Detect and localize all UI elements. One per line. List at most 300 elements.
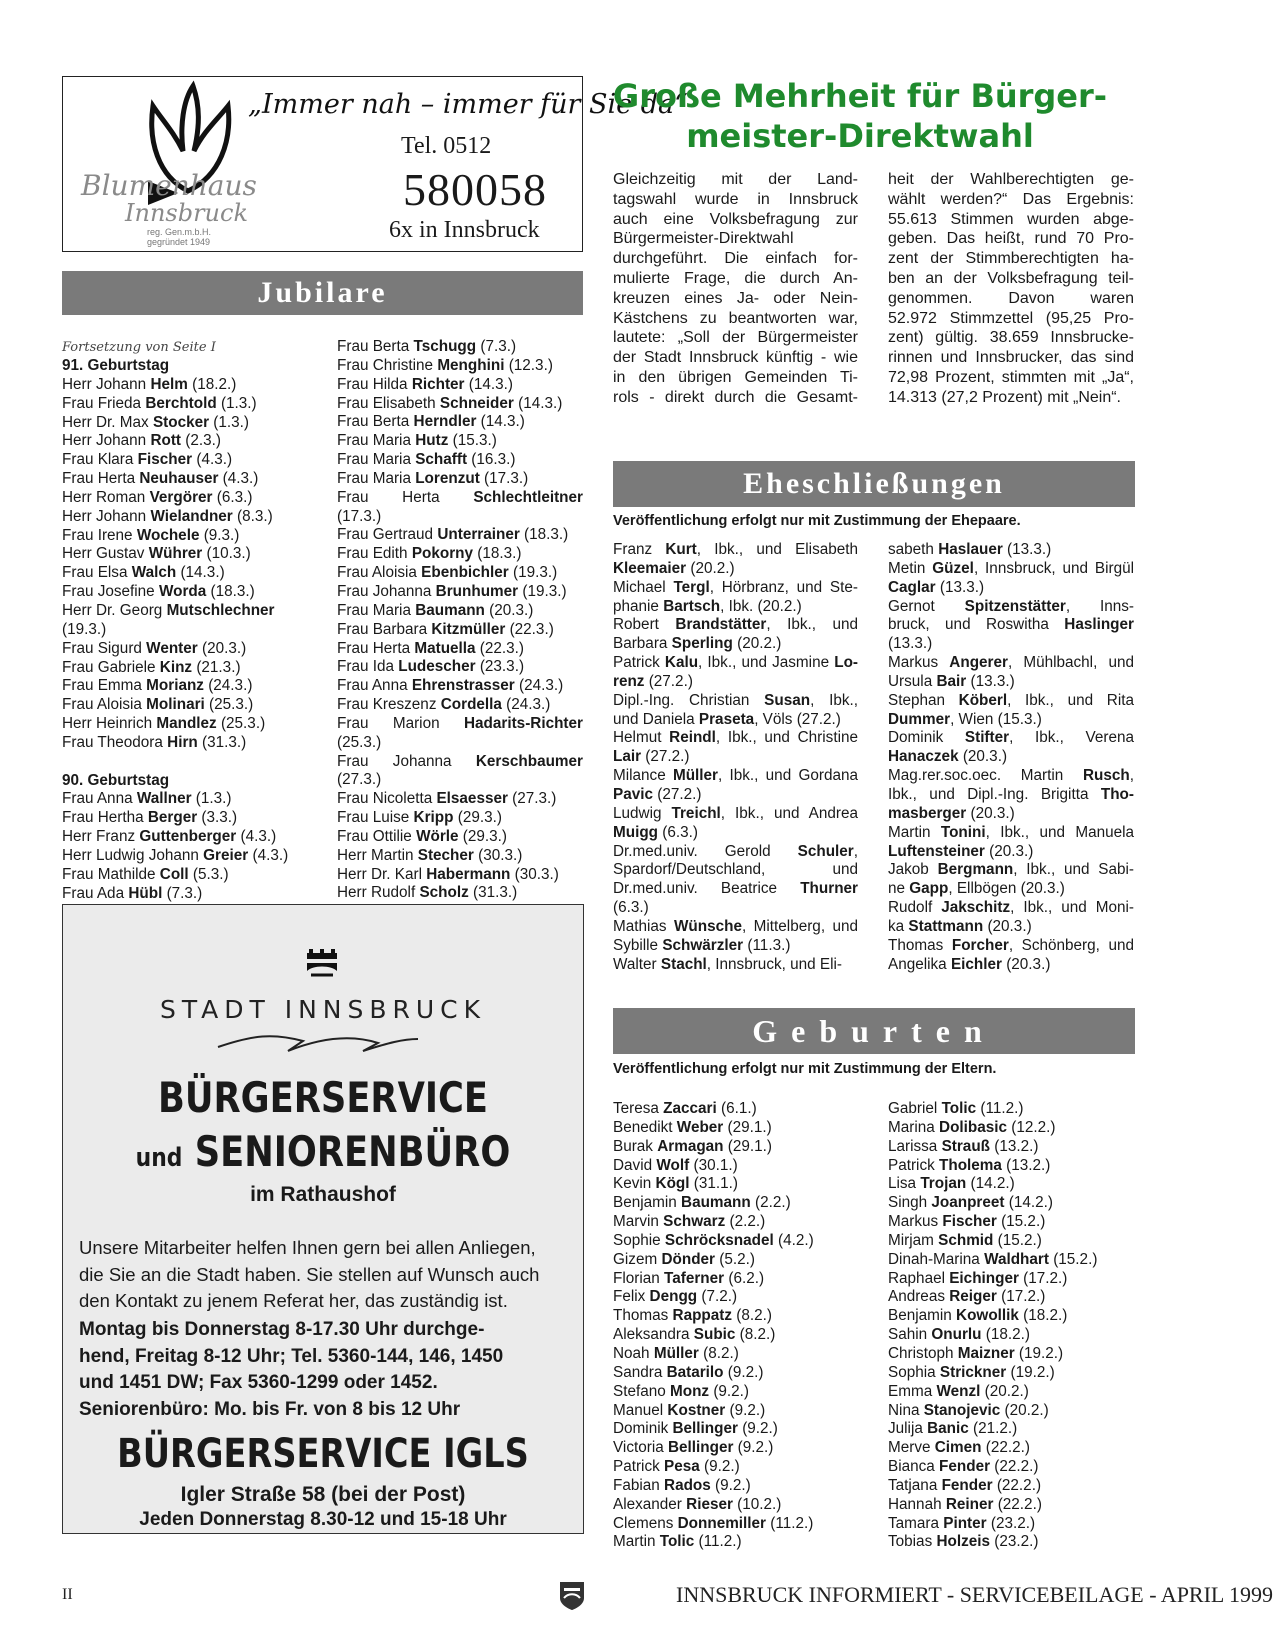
text-run: Michael	[613, 578, 674, 596]
text-run: Herr Gustav	[62, 545, 149, 563]
text-run: ,	[1129, 767, 1134, 785]
text-run: (25.3.)	[216, 715, 266, 733]
list-item	[613, 692, 858, 711]
text-run: (18.2.)	[1018, 1307, 1068, 1325]
text-line: zent der Stimmberechtigten ha-	[888, 250, 1134, 268]
text-run: (14.3.)	[176, 564, 225, 582]
text-run: , Ibk., und Gordana	[718, 767, 858, 785]
text-run: Markus	[888, 654, 950, 672]
ad-reg-line2: gegründet 1949	[147, 237, 211, 247]
list-item	[888, 1515, 1134, 1534]
name-bold: Ehrenstrasser	[411, 677, 515, 695]
text-run: (6.3.)	[212, 488, 253, 506]
name-bold: Luftensteiner	[888, 842, 985, 860]
text-run: (12.3.)	[504, 356, 553, 374]
text-run: Frau Hertha	[62, 809, 148, 827]
text-run: David	[613, 1156, 657, 1174]
text-run: Helmut	[613, 729, 670, 747]
text-run: Angelika	[888, 955, 951, 973]
text-run: Dominik	[613, 1420, 673, 1438]
name-bold: Wielandner	[150, 507, 233, 525]
text-line: rinnen und Innsbrucker, das sind	[888, 349, 1134, 367]
text-run: (7.3.)	[162, 884, 203, 902]
name-bold: Wörle	[416, 827, 459, 845]
name-bold: Baumann	[681, 1194, 751, 1212]
list-item	[613, 1307, 858, 1326]
list-item	[613, 673, 858, 692]
name-bold: Angerer	[949, 654, 1008, 672]
list-item	[62, 790, 312, 809]
list-item	[613, 1515, 858, 1534]
text-run: Gizem	[613, 1250, 662, 1268]
text-run: (31.1.)	[689, 1175, 738, 1193]
list-item	[888, 560, 1134, 579]
list-item	[337, 413, 583, 432]
list-item	[613, 918, 858, 937]
list-item	[888, 843, 1134, 862]
name-bold: Stanojevic	[923, 1401, 1001, 1419]
text-line: Gleichzeitig mit der Land-	[613, 171, 858, 188]
text-run: (10.3.)	[202, 545, 251, 563]
name-bold: Bellinger	[672, 1420, 738, 1438]
text-run: (17.3.)	[337, 507, 382, 525]
text-run: Dr.med.univ. Gerold	[613, 842, 798, 860]
text-run: Burak	[613, 1137, 658, 1155]
name-bold: Pesa	[664, 1458, 700, 1476]
list-item	[613, 956, 858, 975]
text-run: Herr Roman	[62, 488, 150, 506]
name-bold: Dengg	[649, 1288, 698, 1306]
list-item	[613, 1402, 858, 1421]
name-bold: Strauß	[941, 1137, 991, 1155]
text-run: sabeth	[888, 541, 939, 558]
text-run: Frau Barbara	[337, 620, 432, 638]
name-bold: Matuella	[414, 639, 476, 657]
text-run: (13.3.)	[1002, 541, 1052, 558]
article-column-2	[888, 170, 1134, 408]
text-run: Frau Edith	[337, 545, 412, 563]
text-run: (19.2.)	[1014, 1344, 1064, 1362]
text-run: (6.3.)	[658, 823, 698, 841]
name-bold: Ludescher	[398, 658, 476, 676]
name-bold: Armagan	[657, 1137, 724, 1155]
list-item	[337, 489, 583, 508]
list-item	[613, 1213, 858, 1232]
list-item	[888, 880, 1134, 899]
text-run: (18.3.)	[206, 583, 255, 601]
list-item	[613, 711, 858, 730]
name-bold: Subic	[693, 1326, 736, 1344]
text-run: Julija	[888, 1420, 928, 1438]
text-line: 72,98 Prozent, stimmten mit „Ja“,	[888, 368, 1134, 386]
text-run: (6.3.)	[613, 899, 649, 917]
text-run: , Ibk., und Manuela	[985, 823, 1135, 841]
name-bold: Rappatz	[672, 1307, 733, 1325]
name-bold: Reiger	[949, 1288, 997, 1306]
text-run: (11.3.)	[743, 936, 791, 954]
text-run: (19.3.)	[508, 564, 558, 582]
list-item	[62, 508, 312, 527]
list-item	[888, 1270, 1134, 1289]
list-item	[613, 616, 858, 635]
name-bold: Schneider	[439, 394, 514, 412]
text-line: genommen. Davon waren	[888, 289, 1134, 307]
name-bold: Muigg	[613, 823, 659, 841]
list-item	[888, 1157, 1134, 1176]
text-run: Frau Christine	[337, 356, 438, 374]
text-run: Tobias	[888, 1533, 937, 1551]
list-item	[888, 1439, 1134, 1458]
list-item	[337, 734, 583, 753]
text-run: Herr Ludwig Johann	[62, 846, 204, 864]
text-run: Frau Aloisia	[337, 564, 422, 582]
name-bold: Lair	[613, 748, 642, 766]
text-line: zent) gültig. 38.659 Innsbrucke-	[888, 329, 1134, 347]
text-run: ka	[888, 917, 909, 935]
text-run: Frau Herta	[337, 488, 474, 506]
text-line: durchgeführt. Die einfach for-	[613, 250, 858, 268]
name-bold: Cimen	[934, 1439, 982, 1457]
text-run: (20.3.)	[1001, 955, 1051, 973]
text-run: (13.3.)	[888, 635, 933, 653]
ad-slogan: „Immer nah – immer für Sie da“	[248, 89, 688, 120]
text-line: mulierte Frage, die durch An-	[613, 269, 858, 287]
name-bold: Kowollik	[956, 1307, 1019, 1325]
list-item	[888, 1496, 1134, 1515]
name-bold: Tolic	[941, 1100, 977, 1117]
name-bold: Eichinger	[949, 1269, 1019, 1287]
list-item	[337, 790, 583, 809]
name-bold: Tholema	[939, 1156, 1002, 1174]
text-run: (21.2.)	[968, 1420, 1018, 1438]
text-run: Frau Irene	[62, 526, 137, 544]
text-run: (8.2.)	[698, 1344, 739, 1362]
text-run: Martin	[613, 1533, 660, 1551]
list-item	[888, 729, 1134, 748]
text-run: Tamara	[888, 1514, 944, 1532]
name-bold: Rados	[664, 1476, 711, 1494]
name-bold: Gapp	[909, 880, 949, 898]
name-bold: renz	[613, 672, 645, 690]
name-bold: Kinz	[159, 658, 193, 676]
list-item	[62, 677, 312, 696]
name-bold: Neuhauser	[139, 470, 219, 488]
list-item	[337, 376, 583, 395]
text-run: (31.3.)	[197, 733, 247, 751]
list-item	[888, 1119, 1134, 1138]
list-item	[62, 715, 312, 734]
name-bold: Dummer	[888, 710, 951, 728]
marriages-column-1	[613, 541, 858, 974]
list-item	[888, 1326, 1134, 1345]
ad-phone-number: 580058	[403, 164, 547, 215]
text-run: (30.1.)	[689, 1156, 738, 1174]
text-run: Frau Luise	[337, 809, 414, 827]
list-item	[613, 786, 858, 805]
inn-river-wave-icon	[213, 1027, 423, 1057]
list-item	[888, 1458, 1134, 1477]
name-bold: Kerschbaumer	[475, 752, 583, 770]
name-bold: Baumann	[415, 601, 485, 619]
text-run: Frau Emma	[62, 677, 147, 695]
list-item	[62, 527, 312, 546]
list-item	[888, 899, 1134, 918]
name-bold: Joanpreet	[931, 1194, 1005, 1212]
ad-reg-line1: reg. Gen.m.b.H.	[147, 227, 212, 237]
text-line: Montag bis Donnerstag 8-17.30 Uhr durchge-	[79, 1319, 485, 1340]
text-run: Hannah	[888, 1495, 946, 1513]
text-run: , Ibk. (20.2.)	[720, 597, 802, 615]
name-bold: Donnemiller	[677, 1514, 767, 1532]
text-run: , Ibk.,	[810, 691, 859, 709]
marriages-section-bar: Eheschließungen	[613, 461, 1135, 507]
name-bold: Zaccari	[663, 1100, 717, 1117]
name-bold: Güzel	[932, 559, 974, 577]
name-bold: Onurlu	[931, 1326, 982, 1344]
text-line: kreuzen eines Ja- oder Nein-	[613, 289, 858, 307]
text-run: Gabriel	[888, 1100, 942, 1117]
list-item	[613, 1364, 858, 1383]
text-run: ,	[853, 842, 858, 860]
text-line: tagswahl wurde in Innsbruck	[613, 190, 858, 208]
text-run: (6.2.)	[724, 1269, 765, 1287]
name-bold: Schuler	[797, 842, 854, 860]
list-item	[613, 560, 858, 579]
list-item	[62, 659, 312, 678]
text-run: Merve	[888, 1439, 935, 1457]
text-run: , Innsbruck, und Eli-	[706, 955, 842, 973]
list-item	[888, 1288, 1134, 1307]
list-item	[613, 1345, 858, 1364]
list-item	[62, 772, 312, 791]
text-run: Herr Heinrich	[62, 715, 157, 733]
text-line: geben. Das heißt, rund 70 Pro-	[888, 230, 1134, 248]
list-item	[613, 1496, 858, 1515]
text-run: Dominik	[888, 729, 965, 747]
text-run: (25.3.)	[204, 696, 254, 714]
jubilare-intro: Fortsetzung von Seite I	[62, 340, 216, 355]
text-run: Frau Maria	[337, 601, 416, 619]
text-run: (19.2.)	[1006, 1363, 1055, 1381]
list-item	[888, 824, 1134, 843]
list-item	[613, 767, 858, 786]
name-bold: Tolic	[659, 1533, 695, 1551]
text-run: Patrick	[613, 1458, 664, 1476]
name-bold: Richter	[411, 375, 465, 393]
list-item	[888, 805, 1134, 824]
text-run: (20.3.)	[983, 917, 1032, 935]
text-run: Herr Martin	[337, 846, 418, 864]
text-line: 55.613 Stimmen wurden abge-	[888, 210, 1134, 228]
text-run: (14.2.)	[966, 1175, 1015, 1193]
name-bold: Wünsche	[673, 917, 742, 935]
text-line: den Kontakt zu jenem Referat her, das zuständig ist.	[79, 1290, 508, 1311]
name-bold: Hübl	[128, 884, 163, 902]
name-bold: Tschugg	[413, 338, 477, 355]
ad-brand-line1: Blumenhaus	[81, 169, 257, 202]
name-bold: Haslinger	[1064, 616, 1134, 634]
text-run: (8.2.)	[735, 1326, 776, 1344]
list-item	[888, 937, 1134, 956]
text-line: ben an der Volksbefragung teil-	[888, 269, 1134, 287]
list-item	[888, 1345, 1134, 1364]
list-item	[62, 640, 312, 659]
list-item	[888, 598, 1134, 617]
text-run: (29.1.)	[723, 1118, 772, 1136]
list-item	[888, 1307, 1134, 1326]
text-run: (23.3.)	[475, 658, 525, 676]
text-run: (20.3.)	[966, 804, 1015, 822]
text-run: (18.2.)	[981, 1326, 1030, 1344]
text-run: Ludwig	[613, 804, 672, 822]
text-run: Frau Ottilie	[337, 827, 417, 845]
text-run: (4.3.)	[236, 828, 277, 846]
name-bold: Bellinger	[667, 1439, 734, 1457]
list-item	[888, 541, 1134, 560]
flower-shop-ad	[62, 76, 688, 252]
marriages-column-2	[888, 541, 1134, 974]
text-run: Dr.med.univ. Beatrice	[613, 880, 801, 898]
text-run: Frau Hilda	[337, 375, 412, 393]
list-item	[613, 1138, 858, 1157]
jubilare-section-bar: Jubilare	[62, 271, 583, 315]
jubilare-column-2	[337, 338, 583, 903]
list-item	[62, 809, 312, 828]
text-run: , Ibk., und Jasmine	[698, 654, 835, 672]
list-item	[62, 885, 312, 904]
text-run: (30.3.)	[473, 846, 523, 864]
name-bold: Hutz	[415, 432, 449, 450]
text-run: Frau Anna	[337, 677, 412, 695]
text-run: (4.3.)	[192, 451, 233, 469]
list-item	[337, 640, 583, 659]
name-bold: Strickner	[939, 1363, 1007, 1381]
text-run: (10.2.)	[732, 1495, 782, 1513]
text-run: (23.2.)	[990, 1533, 1039, 1551]
text-run: Frau Gabriele	[62, 658, 160, 676]
name-bold: Lorenzut	[415, 469, 480, 487]
name-bold: Wenter	[146, 639, 198, 657]
births-section-bar: Geburten	[613, 1008, 1135, 1054]
article-column-1	[613, 170, 858, 408]
list-item	[337, 866, 583, 885]
list-item	[337, 771, 583, 790]
name-bold: Kostner	[667, 1401, 726, 1419]
list-item	[613, 1119, 858, 1138]
text-run: (18.3.)	[473, 545, 522, 563]
text-run: (17.2.)	[996, 1288, 1046, 1306]
list-item	[888, 654, 1134, 673]
text-run: (9.2.)	[710, 1476, 751, 1494]
list-item	[337, 451, 583, 470]
text-line: auch eine Volksbefragung zur	[613, 210, 858, 228]
text-run: Frau Elisabeth	[337, 394, 440, 412]
text-run: (19.3.)	[518, 582, 567, 600]
text-run: Herr Dr. Max	[62, 413, 153, 431]
list-item	[337, 470, 583, 489]
text-line: in den übrigen Gemeinden Ti-	[613, 368, 858, 386]
text-run: , Ibk., und Elisabeth	[696, 541, 858, 558]
list-item	[613, 1383, 858, 1402]
text-run: Lisa	[888, 1175, 921, 1193]
headline-line-1: Große Mehrheit für Bürger-	[612, 77, 1108, 115]
name-bold: Walch	[131, 564, 177, 582]
text-run: Herr Johann	[62, 375, 151, 393]
list-item	[62, 847, 312, 866]
text-run: (15.3.)	[448, 432, 497, 450]
text-run: (29.3.)	[453, 809, 502, 827]
text-run: (24.3.)	[514, 677, 564, 695]
name-bold: Kitzmüller	[431, 620, 506, 638]
text-run: bruck, und Roswitha	[888, 616, 1065, 634]
text-run: (22.2.)	[993, 1495, 1042, 1513]
text-run: Florian	[613, 1269, 665, 1287]
text-run: , Schönberg, und	[1008, 936, 1135, 954]
list-item	[888, 1100, 1134, 1119]
text-run: Frau Sigurd	[62, 639, 147, 657]
list-item	[888, 635, 1134, 654]
text-run: (22.2.)	[992, 1476, 1042, 1494]
list-item	[613, 1100, 858, 1119]
text-run: (23.2.)	[986, 1514, 1036, 1532]
text-run: Gernot	[888, 597, 965, 615]
text-run: (1.3.)	[216, 394, 257, 412]
list-item	[888, 1533, 1134, 1552]
name-bold: Forcher	[951, 936, 1009, 954]
name-bold: Greier	[203, 846, 249, 864]
ad-registration	[147, 227, 211, 247]
list-item	[337, 677, 583, 696]
text-run: Benjamin	[888, 1307, 957, 1325]
text-run: (12.2.)	[1007, 1118, 1056, 1136]
name-bold: Holzeis	[936, 1533, 991, 1551]
list-item	[337, 508, 583, 527]
ad-tel-label: Tel. 0512	[401, 133, 492, 159]
list-item	[337, 884, 583, 903]
text-run: Sybille	[613, 936, 663, 954]
text-run: Frau Elsa	[62, 564, 132, 582]
name-bold: Monz	[669, 1382, 710, 1400]
text-run: (27.2.)	[644, 672, 693, 690]
text-run: Milance	[613, 767, 673, 785]
ad-title-seniorenbuero: SENIORENBÜRO	[194, 1127, 511, 1176]
list-item	[62, 545, 312, 564]
text-run: , Innsbruck, und Birgül	[973, 559, 1135, 577]
text-run: (20.2.)	[732, 635, 782, 653]
text-line: wählt werden?“ Das Ergebnis:	[888, 190, 1134, 208]
list-item	[888, 748, 1134, 767]
text-run: phanie	[613, 597, 664, 615]
text-run: Frau Marion	[337, 714, 464, 732]
text-run: (25.3.)	[337, 733, 382, 751]
text-run: (27.2.)	[641, 748, 690, 766]
text-run: (27.3.)	[507, 790, 557, 808]
text-run: Stephan	[888, 691, 959, 709]
text-line: rols - direkt durch die Gesamt-	[613, 388, 858, 406]
list-item	[613, 1439, 858, 1458]
name-bold: Habermann	[426, 865, 511, 883]
text-run: Felix	[613, 1288, 650, 1306]
text-run: Frau Berta	[337, 338, 414, 355]
text-run: Sahin	[888, 1326, 932, 1344]
name-bold: Brunhumer	[435, 582, 519, 600]
name-bold: Bair	[936, 672, 967, 690]
text-run: Frau Klara	[62, 451, 138, 469]
name-bold: Reiner	[945, 1495, 994, 1513]
name-bold: Hadarits-Richter	[463, 714, 583, 732]
list-item	[613, 1458, 858, 1477]
text-run: Frau Mathilde	[62, 865, 160, 883]
